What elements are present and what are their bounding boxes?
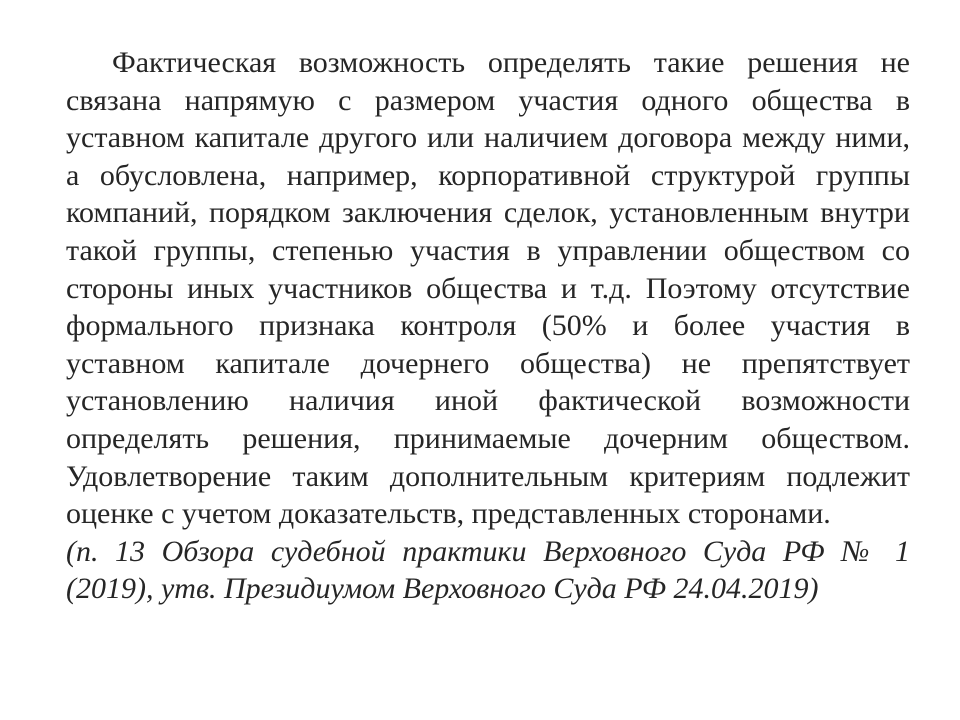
citation: (п. 13 Обзора судебной практики Верховного Суда РФ № 1 (2019), утв. Президиумом Верховного Суда РФ 24.04.2019) (66, 534, 910, 606)
main-paragraph: Фактическая возможность определять такие решения не связана напрямую с размером участия одного общества в уставном капитале другого или наличием договора между ними, а обусловлена, например, корпоративной структурой группы компаний, порядком заключения сделок, установленным внутри такой группы, степенью участия в управлении обществом со стороны иных участников общества и т.д. Поэтому отсутствие формального признака контроля (50% и более участия в уставном капитале дочернего общества) не препятствует установлению наличия иной фактической возможности определять решения, принимаемые дочерним обществом. Удовлетворение таким дополнительным критериям подлежит оценке с учетом доказательств, представленных сторонами. (66, 46, 910, 531)
text-block (66, 44, 910, 608)
